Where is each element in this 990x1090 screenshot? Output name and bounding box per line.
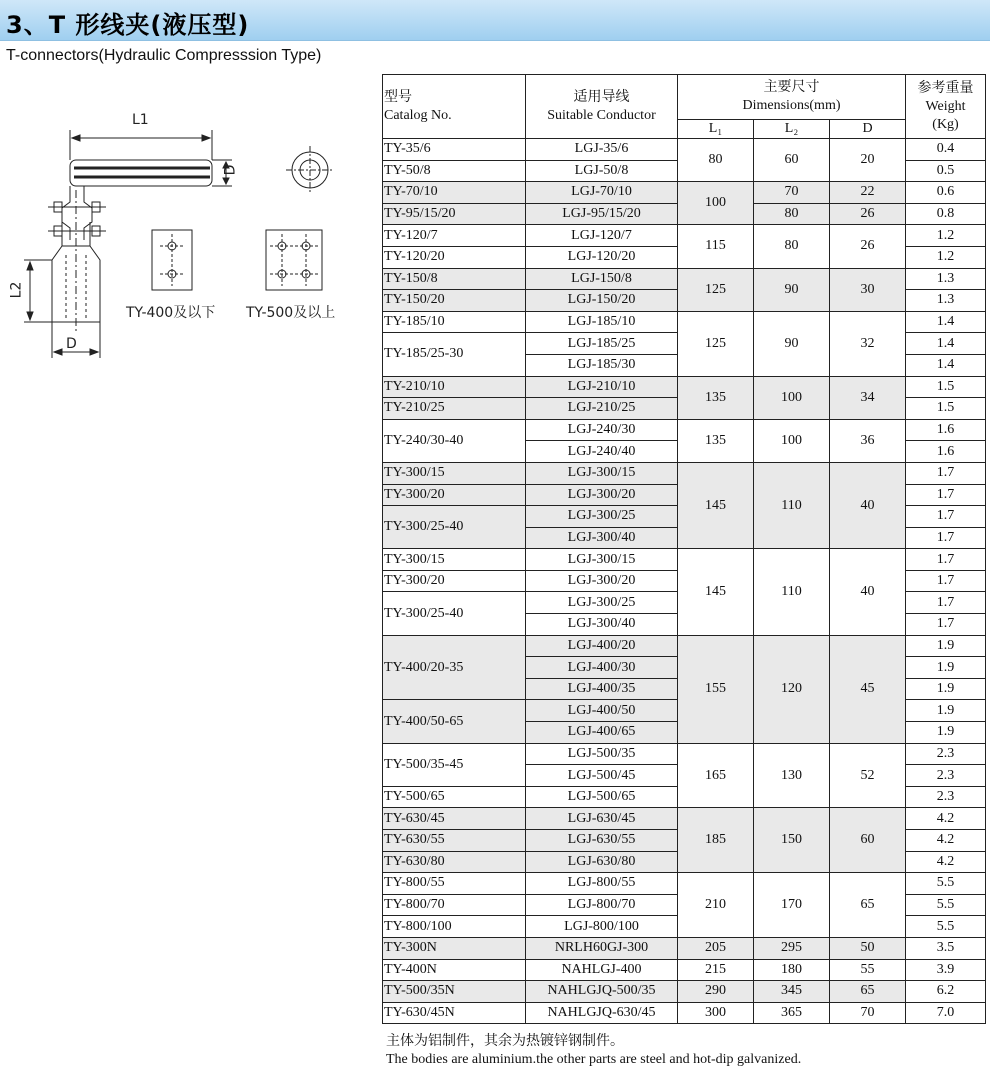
d-cell: 34: [830, 376, 906, 419]
catalog-cell: TY-630/45N: [383, 1002, 526, 1024]
weight-cell: 1.4: [906, 311, 986, 333]
weight-cell: 2.3: [906, 765, 986, 787]
weight-cell: 1.4: [906, 354, 986, 376]
weight-cell: 1.2: [906, 246, 986, 268]
catalog-cell: TY-400N: [383, 959, 526, 981]
l1-cell: 300: [678, 1002, 754, 1024]
d-cell: 70: [830, 1002, 906, 1024]
weight-cell: 5.5: [906, 916, 986, 938]
catalog-cell: TY-50/8: [383, 160, 526, 182]
conductor-cell: LGJ-210/25: [526, 398, 678, 420]
weight-cell: 7.0: [906, 1002, 986, 1024]
header-weight-en: Weight: [925, 98, 966, 114]
table-row: [383, 635, 986, 657]
weight-cell: 1.7: [906, 614, 986, 636]
conductor-cell: LGJ-50/8: [526, 160, 678, 182]
l1-cell: 145: [678, 549, 754, 635]
d-cell: 20: [830, 139, 906, 182]
l1-cell: 145: [678, 462, 754, 548]
weight-cell: 0.8: [906, 203, 986, 225]
catalog-cell: TY-95/15/20: [383, 203, 526, 225]
l2-cell: 100: [754, 419, 830, 462]
l2-cell: 295: [754, 937, 830, 959]
catalog-cell: TY-240/30-40: [383, 419, 526, 462]
conductor-cell: LGJ-120/20: [526, 246, 678, 268]
d-cell: 22: [830, 182, 906, 204]
conductor-cell: LGJ-240/30: [526, 419, 678, 441]
conductor-cell: LGJ-95/15/20: [526, 203, 678, 225]
l2-cell: 180: [754, 959, 830, 981]
weight-cell: 0.4: [906, 139, 986, 161]
dim-label-d-right: D: [222, 164, 239, 176]
weight-cell: 1.3: [906, 290, 986, 312]
caption-ty400: TY-400及以下: [126, 305, 216, 321]
catalog-cell: TY-630/55: [383, 830, 526, 852]
weight-cell: 1.7: [906, 592, 986, 614]
conductor-cell: NAHLGJQ-630/45: [526, 1002, 678, 1024]
spec-table: [382, 74, 986, 1024]
catalog-cell: TY-210/10: [383, 376, 526, 398]
d-cell: 30: [830, 268, 906, 311]
l1-cell: 135: [678, 376, 754, 419]
catalog-cell: TY-800/70: [383, 894, 526, 916]
catalog-cell: TY-500/35N: [383, 981, 526, 1003]
d-cell: 65: [830, 981, 906, 1003]
weight-cell: 1.9: [906, 678, 986, 700]
d-cell: 26: [830, 203, 906, 225]
l1-cell: 125: [678, 311, 754, 376]
catalog-cell: TY-120/20: [383, 246, 526, 268]
header-catalog-en: Catalog No.: [384, 107, 452, 123]
d-cell: 60: [830, 808, 906, 873]
conductor-cell: LGJ-800/70: [526, 894, 678, 916]
l2-cell: 365: [754, 1002, 830, 1024]
l2-cell: 150: [754, 808, 830, 873]
dim-label-l1: L1: [132, 112, 149, 128]
catalog-cell: TY-500/65: [383, 786, 526, 808]
table-row: [383, 1002, 986, 1024]
conductor-cell: LGJ-210/10: [526, 376, 678, 398]
dim-label-l2: L2: [8, 281, 25, 299]
weight-cell: 1.7: [906, 484, 986, 506]
weight-cell: 0.6: [906, 182, 986, 204]
catalog-cell: TY-185/10: [383, 311, 526, 333]
weight-cell: 0.5: [906, 160, 986, 182]
l2-cell: 110: [754, 462, 830, 548]
catalog-cell: TY-150/8: [383, 268, 526, 290]
l1-cell: 80: [678, 139, 754, 182]
l1-cell: 205: [678, 937, 754, 959]
weight-cell: 4.2: [906, 830, 986, 852]
conductor-cell: LGJ-35/6: [526, 139, 678, 161]
conductor-cell: NAHLGJ-400: [526, 959, 678, 981]
weight-cell: 2.3: [906, 786, 986, 808]
table-row: [383, 959, 986, 981]
weight-cell: 1.5: [906, 398, 986, 420]
l2-cell: 80: [754, 203, 830, 225]
conductor-cell: LGJ-300/25: [526, 592, 678, 614]
l2-cell: 90: [754, 268, 830, 311]
catalog-cell: TY-35/6: [383, 139, 526, 161]
catalog-cell: TY-300/15: [383, 549, 526, 571]
weight-cell: 3.9: [906, 959, 986, 981]
conductor-cell: LGJ-400/50: [526, 700, 678, 722]
table-row: [383, 549, 986, 571]
dim-label-d-bottom: D: [66, 336, 77, 352]
weight-cell: 1.7: [906, 462, 986, 484]
conductor-cell: LGJ-150/8: [526, 268, 678, 290]
header-catalog-cn: 型号: [384, 89, 412, 105]
weight-cell: 3.5: [906, 937, 986, 959]
catalog-cell: TY-300N: [383, 937, 526, 959]
page-title: 3、T 形线夹(液压型): [6, 11, 250, 39]
l2-cell: 70: [754, 182, 830, 204]
table-row: [383, 981, 986, 1003]
table-row: [383, 462, 986, 484]
header-d: D: [830, 120, 906, 139]
conductor-cell: LGJ-500/35: [526, 743, 678, 765]
catalog-cell: TY-150/20: [383, 290, 526, 312]
l2-cell: 120: [754, 635, 830, 743]
conductor-cell: LGJ-185/30: [526, 354, 678, 376]
l2-cell: 345: [754, 981, 830, 1003]
catalog-cell: TY-120/7: [383, 225, 526, 247]
header-catalog: [383, 75, 526, 139]
note-cn: 主体为铝制件，其余为热镀锌钢制件。: [386, 1033, 624, 1049]
catalog-cell: TY-300/15: [383, 462, 526, 484]
conductor-cell: LGJ-300/20: [526, 570, 678, 592]
l2-cell: 170: [754, 873, 830, 938]
header-weight-unit: (Kg): [932, 116, 959, 132]
header-l1: L₁: [678, 120, 754, 139]
weight-cell: 2.3: [906, 743, 986, 765]
catalog-cell: TY-210/25: [383, 398, 526, 420]
weight-cell: 1.7: [906, 570, 986, 592]
table-row: [383, 376, 986, 398]
catalog-cell: TY-800/100: [383, 916, 526, 938]
table-row: [383, 743, 986, 765]
l2-cell: 60: [754, 139, 830, 182]
catalog-cell: TY-630/45: [383, 808, 526, 830]
weight-cell: 1.9: [906, 657, 986, 679]
table-row: [383, 419, 986, 441]
conductor-cell: LGJ-185/10: [526, 311, 678, 333]
conductor-cell: LGJ-400/35: [526, 678, 678, 700]
conductor-cell: LGJ-300/40: [526, 527, 678, 549]
conductor-cell: LGJ-300/15: [526, 462, 678, 484]
d-cell: 50: [830, 937, 906, 959]
header-conductor-cn: 适用导线: [573, 89, 630, 105]
weight-cell: 1.4: [906, 333, 986, 355]
weight-cell: 5.5: [906, 894, 986, 916]
conductor-cell: NRLH60GJ-300: [526, 937, 678, 959]
header-dimensions-en: Dimensions(mm): [742, 98, 841, 113]
page-subtitle: T-connectors(Hydraulic Compresssion Type): [6, 47, 322, 64]
weight-cell: 1.9: [906, 635, 986, 657]
weight-cell: 1.7: [906, 549, 986, 571]
conductor-cell: LGJ-120/7: [526, 225, 678, 247]
l1-cell: 290: [678, 981, 754, 1003]
header-weight-cn: 参考重量: [917, 80, 974, 96]
weight-cell: 1.6: [906, 419, 986, 441]
weight-cell: 1.3: [906, 268, 986, 290]
catalog-cell: TY-300/25-40: [383, 592, 526, 635]
header-dimensions: [678, 75, 906, 120]
conductor-cell: LGJ-500/45: [526, 765, 678, 787]
header-conductor-en: Suitable Conductor: [547, 107, 656, 123]
catalog-cell: TY-300/20: [383, 570, 526, 592]
conductor-cell: LGJ-500/65: [526, 786, 678, 808]
l2-cell: 110: [754, 549, 830, 635]
catalog-cell: TY-500/35-45: [383, 743, 526, 786]
spec-table-body: [383, 139, 986, 1024]
l1-cell: 210: [678, 873, 754, 938]
l1-cell: 115: [678, 225, 754, 268]
catalog-cell: TY-800/55: [383, 873, 526, 895]
weight-cell: 1.7: [906, 506, 986, 528]
weight-cell: 6.2: [906, 981, 986, 1003]
header-l2: L₂: [754, 120, 830, 139]
catalog-cell: TY-630/80: [383, 851, 526, 873]
l2-cell: 100: [754, 376, 830, 419]
l1-cell: 185: [678, 808, 754, 873]
header-dimensions-cn: 主要尺寸: [763, 80, 820, 95]
weight-cell: 1.7: [906, 527, 986, 549]
l2-cell: 90: [754, 311, 830, 376]
conductor-cell: LGJ-300/40: [526, 614, 678, 636]
weight-cell: 4.2: [906, 808, 986, 830]
header-conductor: [526, 75, 678, 139]
table-row: [383, 311, 986, 333]
conductor-cell: LGJ-185/25: [526, 333, 678, 355]
conductor-cell: LGJ-400/30: [526, 657, 678, 679]
d-cell: 36: [830, 419, 906, 462]
l2-cell: 80: [754, 225, 830, 268]
d-cell: 52: [830, 743, 906, 808]
weight-cell: 1.6: [906, 441, 986, 463]
l1-cell: 155: [678, 635, 754, 743]
table-row: [383, 139, 986, 161]
d-cell: 40: [830, 549, 906, 635]
l1-cell: 135: [678, 419, 754, 462]
weight-cell: 1.9: [906, 722, 986, 744]
conductor-cell: NAHLGJQ-500/35: [526, 981, 678, 1003]
l1-cell: 165: [678, 743, 754, 808]
catalog-cell: TY-400/50-65: [383, 700, 526, 743]
weight-cell: 1.9: [906, 700, 986, 722]
catalog-cell: TY-300/20: [383, 484, 526, 506]
connector-drawing: [0, 110, 370, 370]
weight-cell: 1.5: [906, 376, 986, 398]
table-row: [383, 182, 986, 204]
l1-cell: 125: [678, 268, 754, 311]
table-row: [383, 225, 986, 247]
header-weight: [906, 75, 986, 139]
weight-cell: 4.2: [906, 851, 986, 873]
d-cell: 26: [830, 225, 906, 268]
catalog-cell: TY-185/25-30: [383, 333, 526, 376]
conductor-cell: LGJ-300/15: [526, 549, 678, 571]
connector-diagram: [0, 110, 370, 375]
d-cell: 45: [830, 635, 906, 743]
conductor-cell: LGJ-630/55: [526, 830, 678, 852]
note-en: The bodies are aluminium.the other parts are steel and hot-dip galvanized.: [386, 1052, 802, 1067]
table-row: [383, 873, 986, 895]
conductor-cell: LGJ-300/25: [526, 506, 678, 528]
d-cell: 65: [830, 873, 906, 938]
catalog-cell: TY-300/25-40: [383, 506, 526, 549]
l2-cell: 130: [754, 743, 830, 808]
weight-cell: 1.2: [906, 225, 986, 247]
title-bar: [0, 0, 990, 41]
conductor-cell: LGJ-400/65: [526, 722, 678, 744]
conductor-cell: LGJ-630/45: [526, 808, 678, 830]
conductor-cell: LGJ-240/40: [526, 441, 678, 463]
conductor-cell: LGJ-800/100: [526, 916, 678, 938]
d-cell: 40: [830, 462, 906, 548]
catalog-cell: TY-400/20-35: [383, 635, 526, 700]
table-row: [383, 808, 986, 830]
l1-cell: 100: [678, 182, 754, 225]
conductor-cell: LGJ-70/10: [526, 182, 678, 204]
l1-cell: 215: [678, 959, 754, 981]
table-row: [383, 268, 986, 290]
caption-ty500: TY-500及以上: [246, 305, 336, 321]
conductor-cell: LGJ-800/55: [526, 873, 678, 895]
table-row: [383, 937, 986, 959]
catalog-cell: TY-70/10: [383, 182, 526, 204]
d-cell: 55: [830, 959, 906, 981]
conductor-cell: LGJ-400/20: [526, 635, 678, 657]
weight-cell: 5.5: [906, 873, 986, 895]
conductor-cell: LGJ-300/20: [526, 484, 678, 506]
d-cell: 32: [830, 311, 906, 376]
conductor-cell: LGJ-150/20: [526, 290, 678, 312]
conductor-cell: LGJ-630/80: [526, 851, 678, 873]
